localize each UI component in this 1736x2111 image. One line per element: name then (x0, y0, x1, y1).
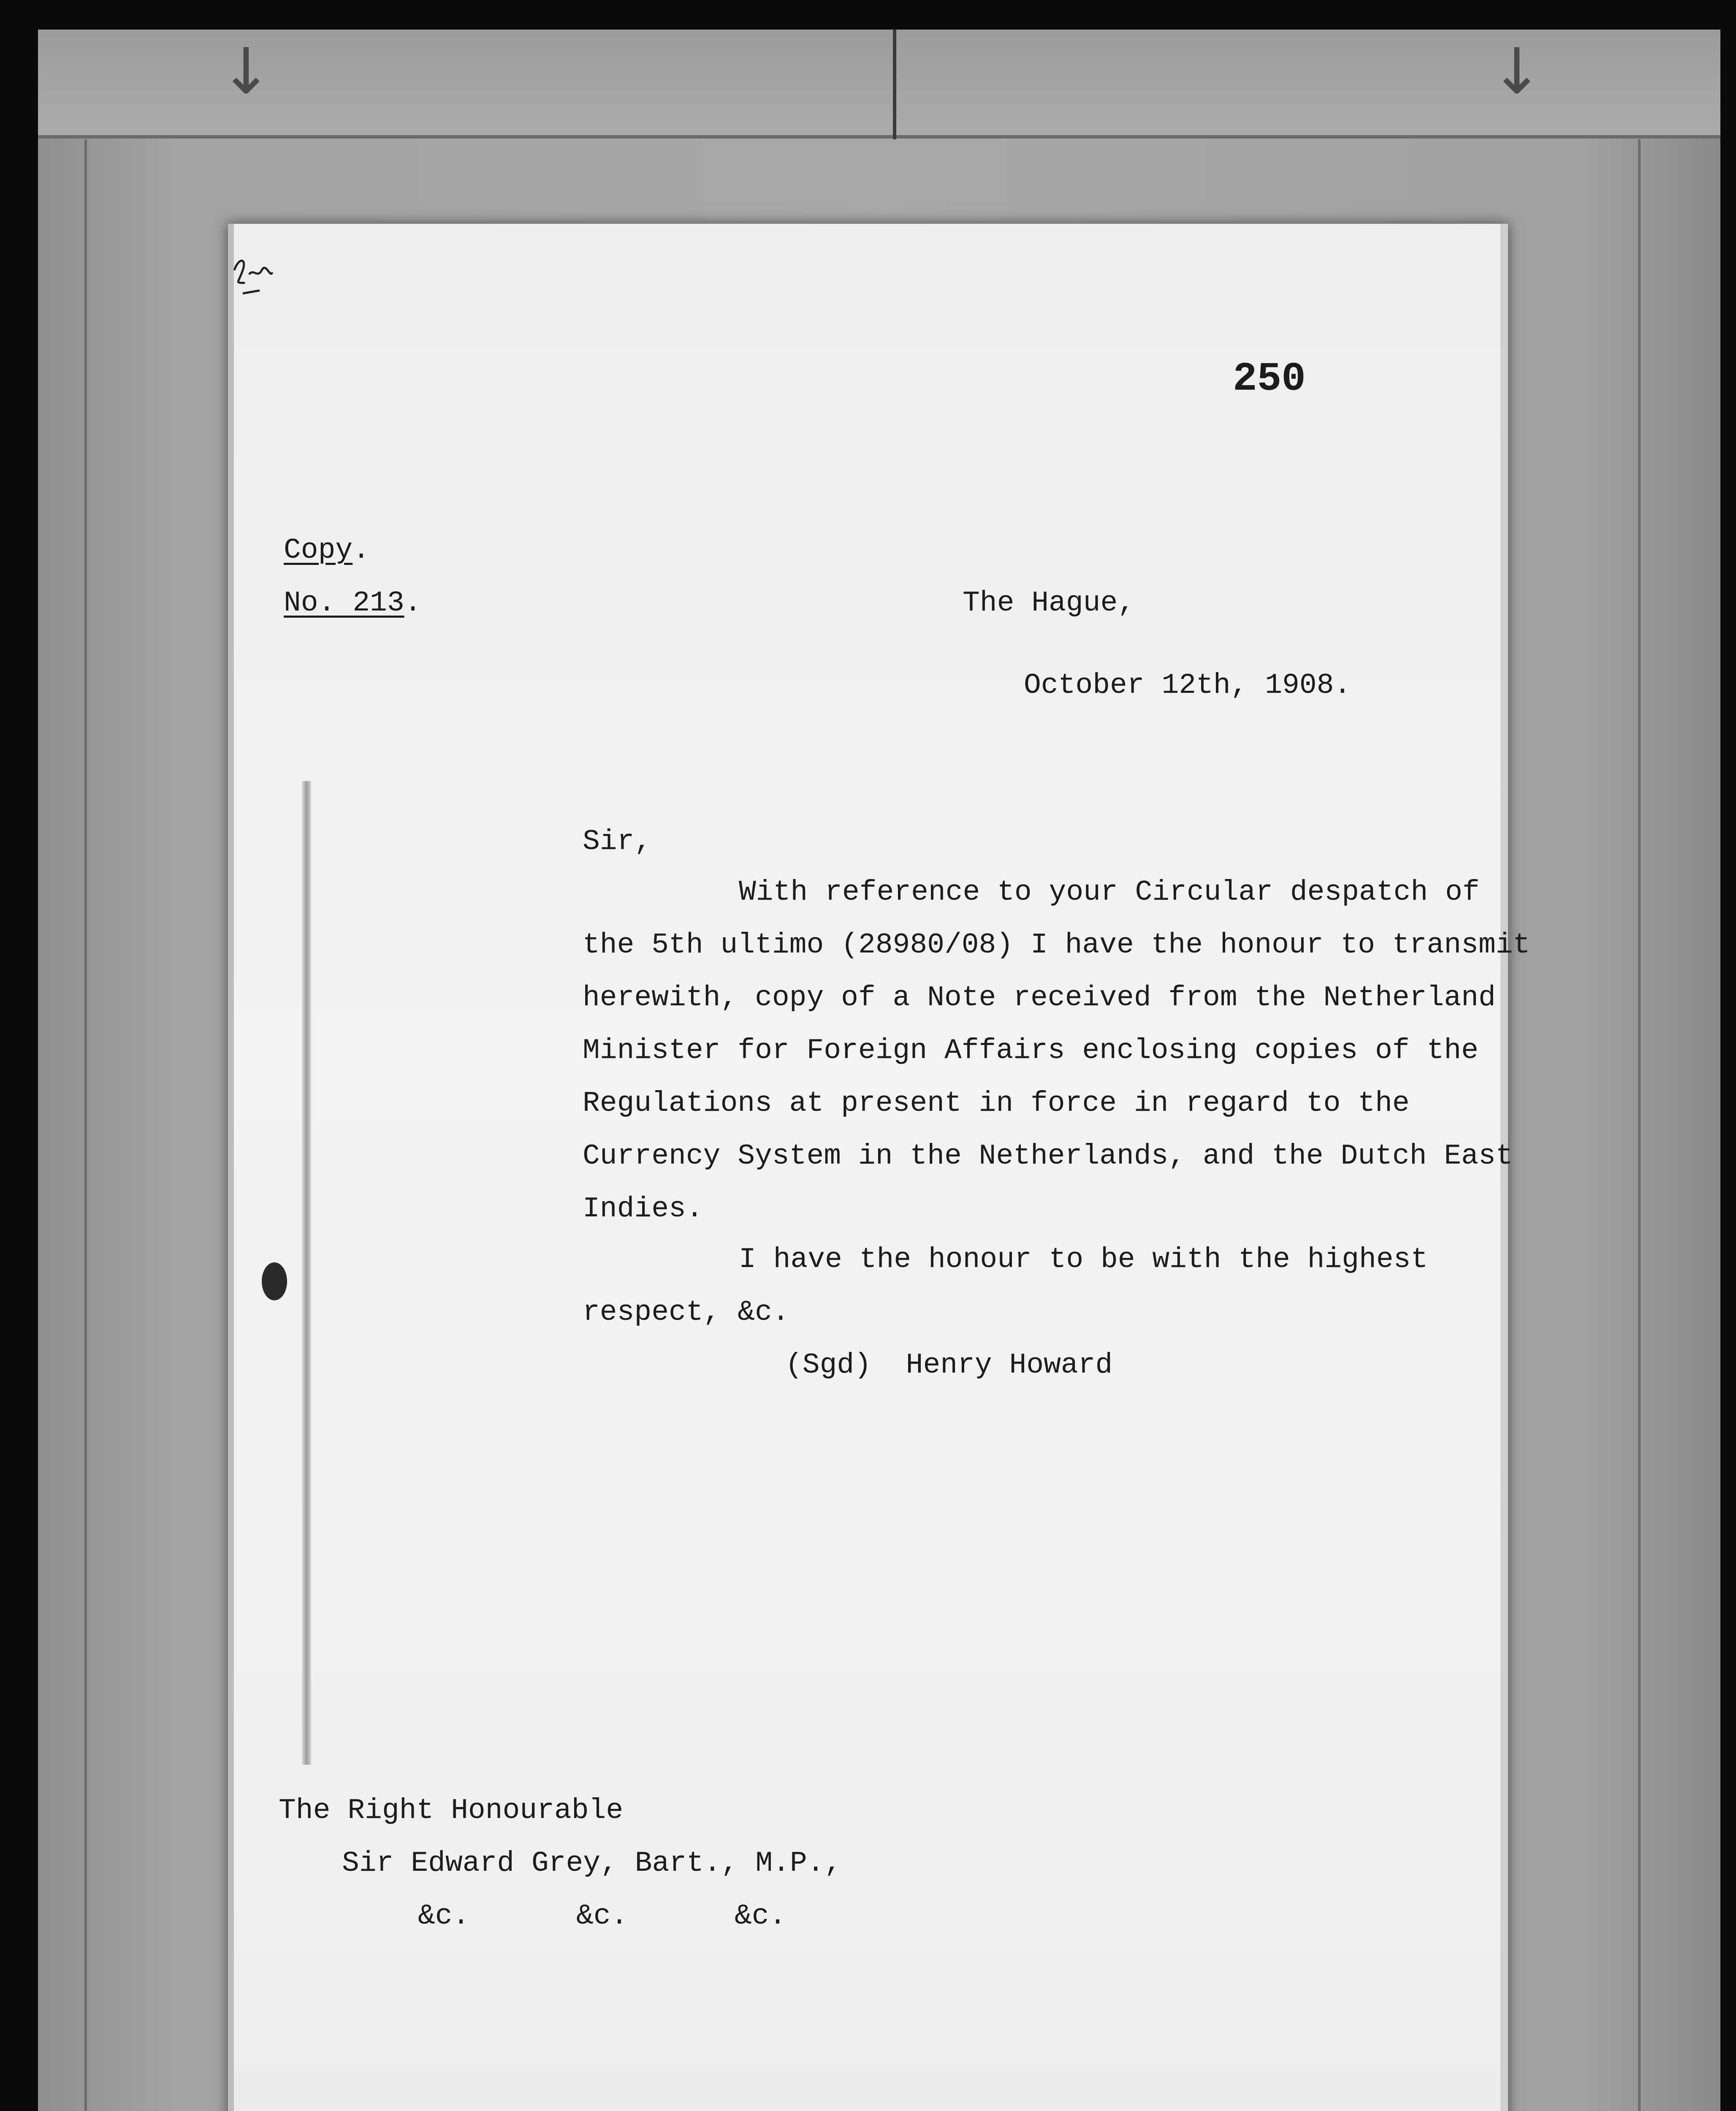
reference-number-text: No. 213 (284, 587, 404, 619)
frame-line-right (1638, 139, 1641, 2111)
etc-item-3: &c. (735, 1900, 787, 1932)
signature: (Sgd) Henry Howard (785, 1349, 1113, 1381)
copy-label-suffix: . (353, 534, 370, 567)
addressee-line-1: The Right Honourable (279, 1794, 624, 1827)
punch-hole (262, 1262, 287, 1300)
reference-number-suffix: . (404, 587, 422, 619)
body-line-5: Regulations at present in force in regard to the (583, 1087, 1410, 1120)
body-line-4: Minister for Foreign Affairs enclosing copies of the (583, 1034, 1478, 1067)
closing-line-2: respect, &c. (583, 1296, 789, 1329)
etc-item-1: &c. (418, 1900, 470, 1932)
reference-number (284, 589, 421, 618)
closing-line-1: I have the honour to be with the highest (739, 1243, 1428, 1276)
etc-item-2: &c. (576, 1900, 628, 1932)
handwritten-note (230, 253, 277, 304)
letter-date: October 12th, 1908. (1024, 669, 1351, 702)
body-line-2: the 5th ultimo (28980/08) I have the honour to transmit (583, 929, 1530, 961)
addressee-line-2: Sir Edward Grey, Bart., M.P., (342, 1847, 842, 1880)
salutation: Sir, (583, 825, 652, 858)
down-arrow-left-icon: ↓ (220, 35, 273, 109)
copy-label (284, 536, 370, 565)
down-arrow-right-icon: ↓ (1490, 35, 1543, 109)
body-line-1: With reference to your Circular despatch of (739, 876, 1480, 909)
strip-divider (893, 30, 896, 139)
body-line-6: Currency System in the Netherlands, and the Dutch East (583, 1140, 1513, 1172)
copy-label-text: Copy (284, 534, 353, 567)
sheet-fold-line (302, 781, 311, 1765)
body-line-7: Indies. (583, 1193, 703, 1225)
board-top-strip (38, 30, 1720, 138)
body-line-3: herewith, copy of a Note received from the Netherland (583, 982, 1496, 1014)
letter-place: The Hague, (963, 587, 1135, 619)
frame-line-left (84, 139, 87, 2111)
page-number: 250 (1233, 356, 1306, 402)
